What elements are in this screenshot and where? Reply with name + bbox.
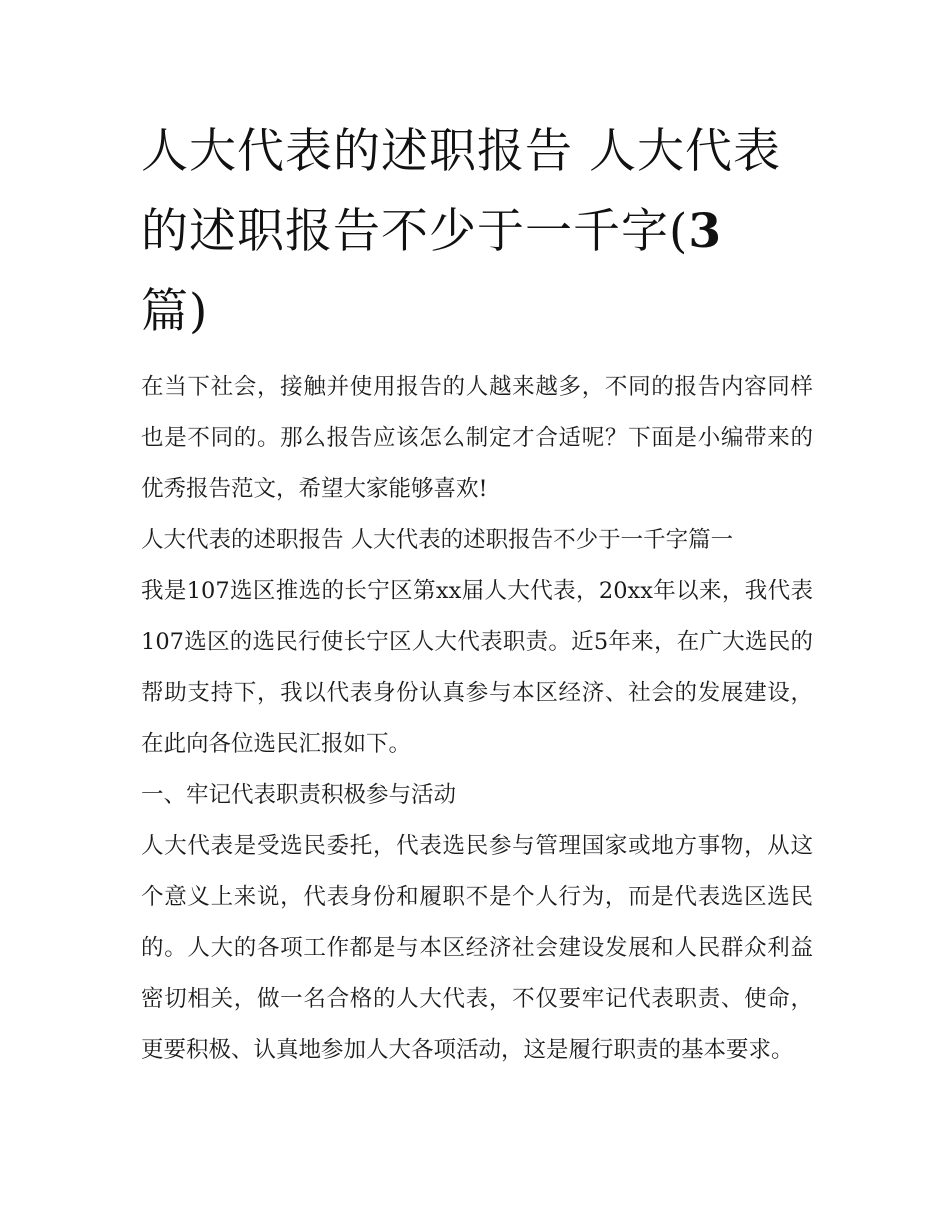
- title-tail-text: 篇): [141, 284, 209, 339]
- document-page: [141, 112, 813, 1076]
- document-body: [141, 362, 813, 1076]
- intro-paragraph: 在当下社会，接触并使用报告的人越来越多，不同的报告内容同样也是不同的。那么报告应该怎么制定才合适呢？下面是小编带来的优秀报告范文，希望大家能够喜欢!: [141, 374, 813, 502]
- document-title: [141, 112, 813, 352]
- body-paragraph: 我是107选区推选的长宁区第xx届人大代表，20xx年以来，我代表107选区的选民行使长宁区人大代表职责。近5年来，在广大选民的帮助支持下，我以代表身份认真参与本区经济、社会的发展建设，在此向各位选民汇报如下。: [141, 578, 813, 757]
- title-main-text: 人大代表的述职报告 人大代表的述职报告不少于一千字(: [141, 124, 781, 259]
- section-heading-part-one: 人大代表的述职报告 人大代表的述职报告不少于一千字篇一: [141, 527, 734, 553]
- title-count-number: 3: [688, 204, 723, 259]
- subsection-heading: 一、牢记代表职责积极参与活动: [141, 782, 457, 808]
- body-paragraph: 人大代表是受选民委托，代表选民参与管理国家或地方事物，从这个意义上来说，代表身份和履职不是个人行为，而是代表选区选民的。人大的各项工作都是与本区经济社会建设发展和人民群众利益密切相关，做一名合格的人大代表，不仅要牢记代表职责、使命，更要积极、认真地参加人大各项活动，这是履行职责的基本要求。: [141, 833, 813, 1063]
